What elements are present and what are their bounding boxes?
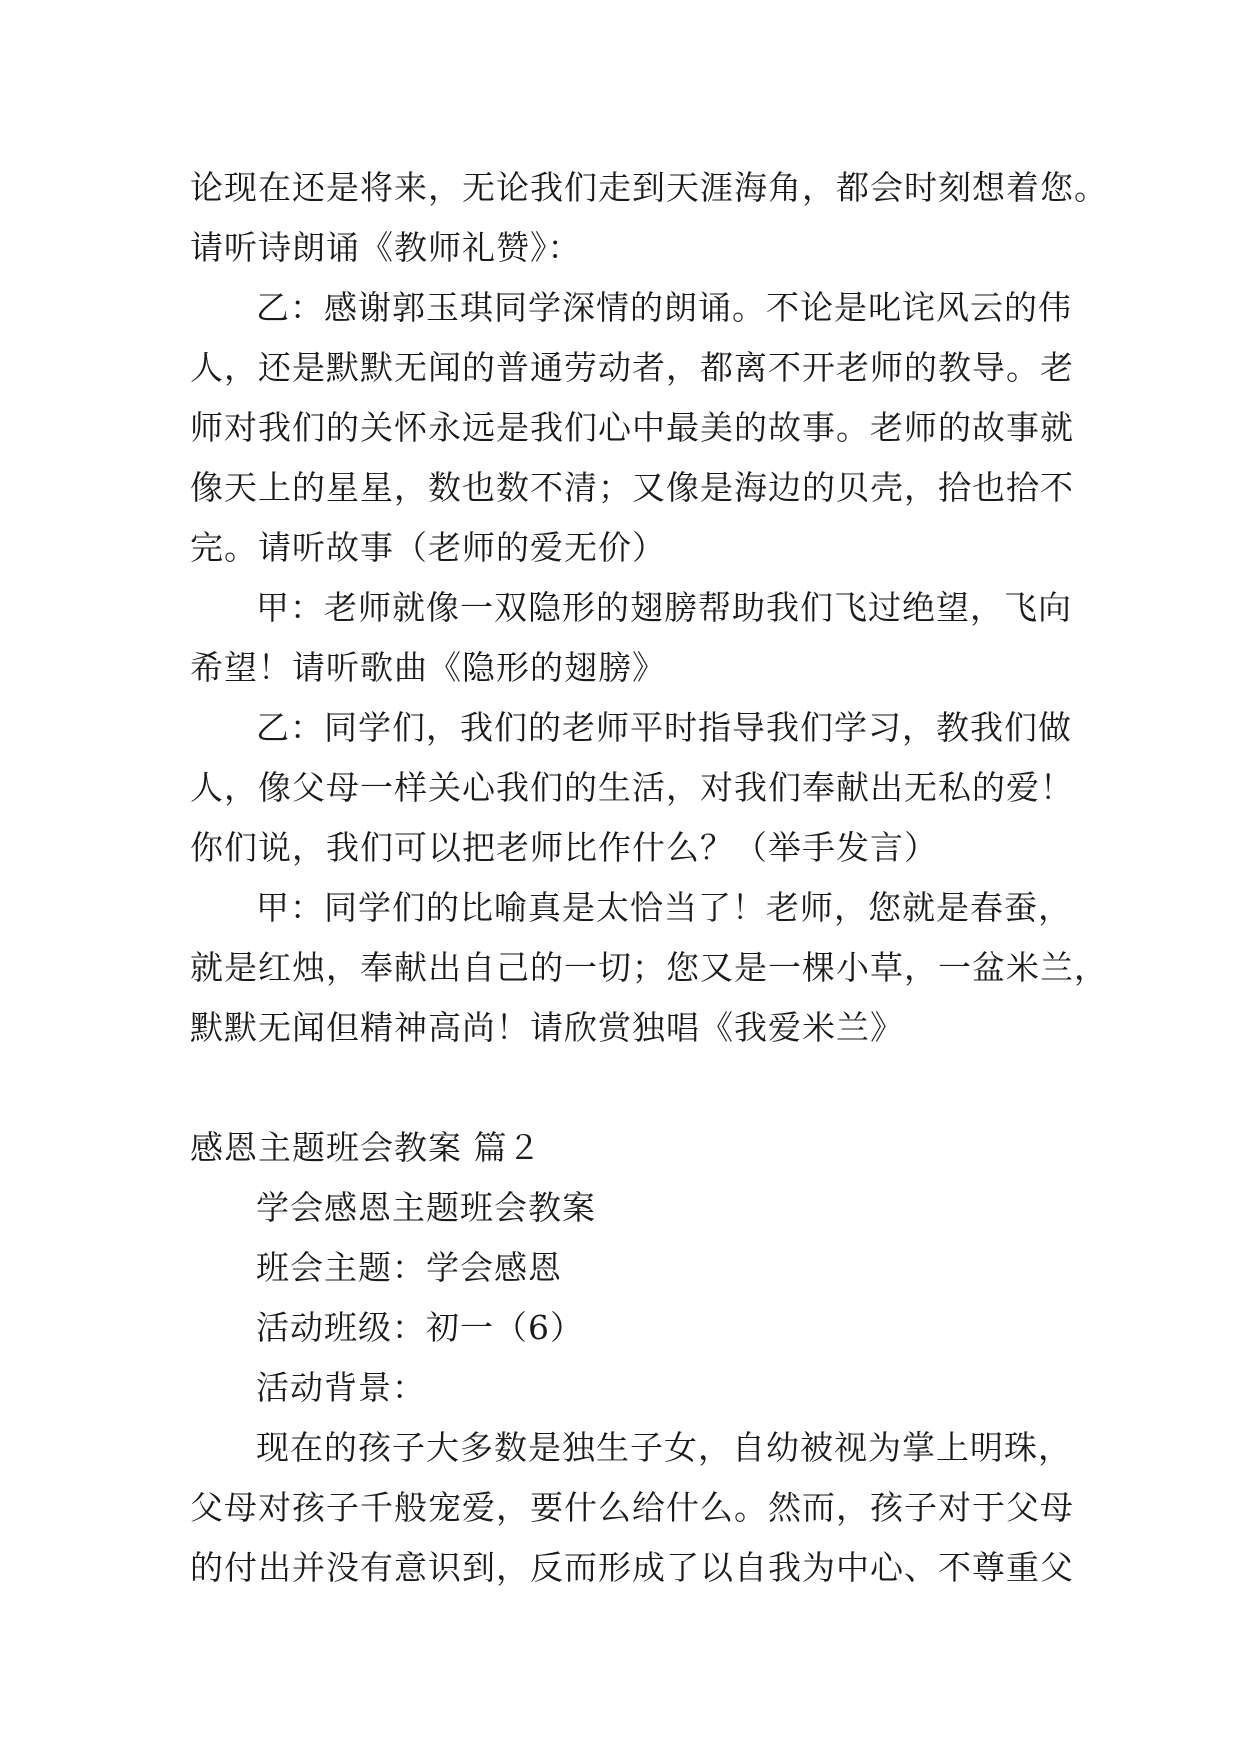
text-line: 像天上的星星，数也数不清；又像是海边的贝壳，拾也拾不 <box>190 468 1074 507</box>
text-line: 的付出并没有意识到，反而形成了以自我为中心、不尊重父 <box>190 1548 1074 1587</box>
text-line: 默默无闻但精神高尚！请欣赏独唱《我爱米兰》 <box>190 1008 904 1047</box>
text-line: 甲：同学们的比喻真是太恰当了！老师，您就是春蚕， <box>256 888 1072 927</box>
document-page <box>190 158 1108 1598</box>
text-line: 乙：感谢郭玉琪同学深情的朗诵。不论是叱诧风云的伟 <box>256 288 1072 327</box>
text-line: 就是红烛，奉献出自己的一切；您又是一棵小草，一盆米兰， <box>190 948 1108 987</box>
text-line: 活动背景： <box>256 1368 426 1407</box>
text-line: 师对我们的关怀永远是我们心中最美的故事。老师的故事就 <box>190 408 1074 447</box>
text-line: 父母对孩子千般宠爱，要什么给什么。然而，孩子对于父母 <box>190 1488 1074 1527</box>
text-line: 请听诗朗诵《教师礼赞》： <box>190 228 582 267</box>
text-line: 现在的孩子大多数是独生子女，自幼被视为掌上明珠， <box>256 1428 1072 1467</box>
paragraph-gap <box>190 1058 1070 1118</box>
text-line: 完。请听故事（老师的爱无价） <box>190 528 666 567</box>
text-line: 希望！请听歌曲《隐形的翅膀》 <box>190 648 666 687</box>
text-line: 你们说，我们可以把老师比作什么？（举手发言） <box>190 828 938 867</box>
section-heading: 感恩主题班会教案 篇２ <box>190 1128 542 1167</box>
text-line: 学会感恩主题班会教案 <box>256 1188 596 1227</box>
text-line: 活动班级：初一（6） <box>256 1308 584 1347</box>
text-line: 乙：同学们，我们的老师平时指导我们学习，教我们做 <box>256 708 1072 747</box>
text-line: 班会主题：学会感恩 <box>256 1248 562 1287</box>
text-line: 论现在还是将来，无论我们走到天涯海角，都会时刻想着您。 <box>190 168 1108 207</box>
text-line: 人，还是默默无闻的普通劳动者，都离不开老师的教导。老 <box>190 348 1074 387</box>
text-line: 人，像父母一样关心我们的生活，对我们奉献出无私的爱！ <box>190 768 1074 807</box>
text-line: 甲：老师就像一双隐形的翅膀帮助我们飞过绝望，飞向 <box>256 588 1072 627</box>
